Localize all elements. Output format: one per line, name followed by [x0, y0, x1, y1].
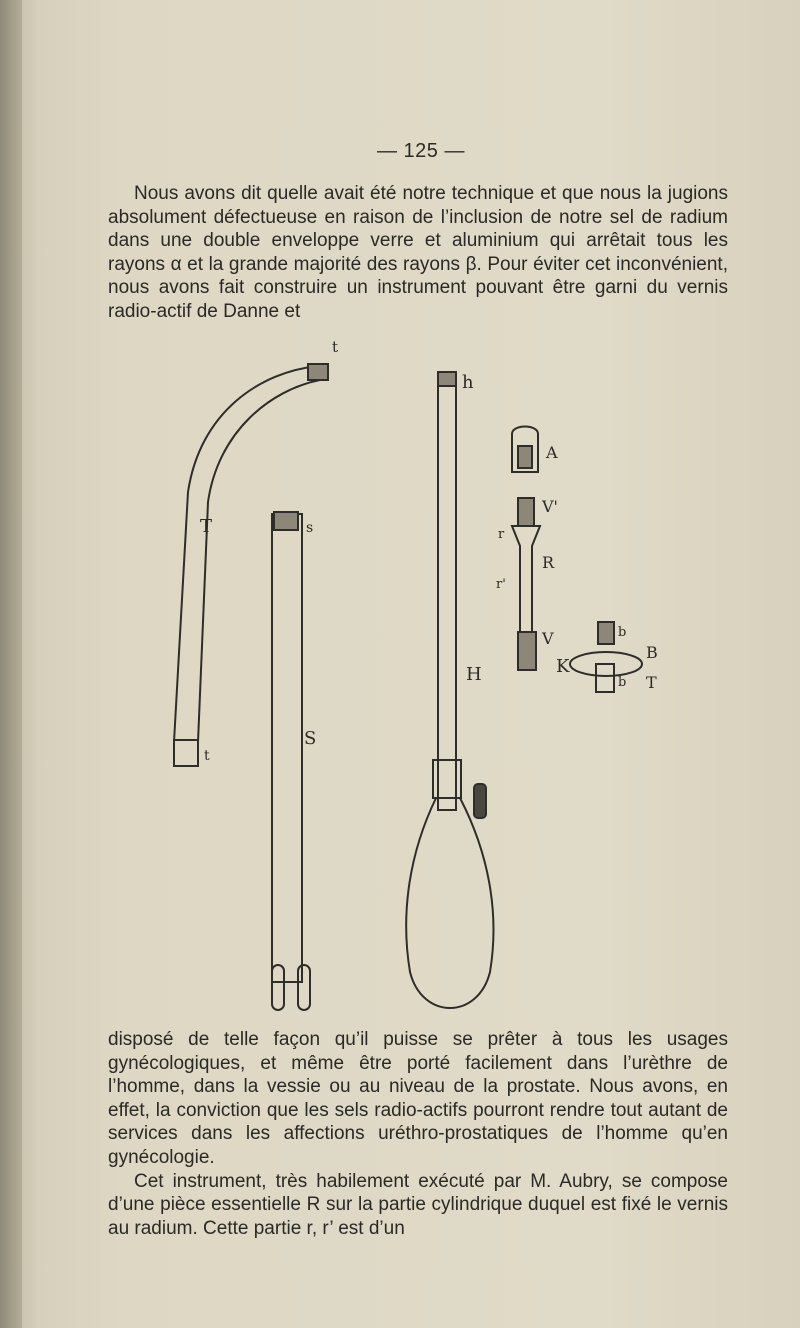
- label-r-prime: r': [496, 577, 506, 592]
- label-H-big: H: [466, 664, 482, 685]
- label-t-top: t: [332, 338, 339, 356]
- label-R: R: [542, 553, 555, 572]
- label-h-small: h: [462, 372, 474, 393]
- label-b-top: b: [618, 625, 627, 640]
- page-number: — 125 —: [377, 140, 465, 162]
- bottom-text-block: [108, 1028, 728, 1240]
- straight-tube-left-ring: [272, 965, 284, 1010]
- straight-tube-right-ring: [298, 965, 310, 1010]
- curved-tube-bottom-cap: [174, 740, 198, 766]
- label-t-bottom: t: [204, 748, 210, 764]
- label-B: B: [646, 643, 658, 662]
- label-r: r: [498, 527, 505, 542]
- instrument-figure: [140, 332, 720, 1022]
- top-text-block: [108, 182, 728, 324]
- straight-tube-top-thread: [274, 512, 298, 530]
- paragraph: Nous avons dit quelle avait été notre technique et que nous la jugions absolument défectueuse en raison de l’inclusion de notre sel de radium dans une double enveloppe verre et aluminium qui arrêtait tous les rayons α et la grande majorité des rayons β. Pour éviter cet inconvénient, nous avons fait construire un instrument pouvant être garni du vernis radio-actif de Danne et: [108, 183, 728, 322]
- handle-rod: [438, 380, 456, 810]
- label-A: A: [546, 443, 558, 462]
- paragraph: Cet instrument, très habilement exécuté par M. Aubry, se compose d’une pièce essentielle R sur la partie cylindrique duquel est fixé le vernis au radium. Cette partie r, r’ est d’un: [108, 1170, 728, 1239]
- handle-bulb: [406, 798, 493, 1008]
- cap-piece-A-thread: [518, 446, 532, 468]
- piece-B-thread: [598, 622, 614, 644]
- label-K: K: [556, 656, 570, 677]
- label-T-curved: T: [200, 516, 213, 537]
- straight-tube-body: [272, 514, 302, 982]
- handle-side-screw: [474, 784, 486, 818]
- label-S-big: S: [304, 728, 317, 749]
- label-V: V: [542, 629, 554, 648]
- instrument-drawing: [140, 332, 720, 1022]
- label-T-small: T: [646, 673, 657, 692]
- paragraph: disposé de telle façon qu’il puisse se prêter à tous les usages gynécologiques, et même être porté facilement dans l’urèthre de l’homme, dans la vessie ou au niveau de la prostate. Nous avons, en effet, la conviction que les sels radio-actifs pourront rendre tout autant de services dans les affections uréthro-prostatiques de l’homme qu’en gynécologie.: [108, 1029, 728, 1168]
- label-s-small: s: [306, 520, 314, 536]
- page-spine-shadow: [0, 0, 22, 1328]
- piece-B-stem: [596, 664, 614, 692]
- handle-rod-top-thread: [438, 372, 456, 386]
- piece-R-top-thread: [518, 498, 534, 526]
- label-V-prime: V': [542, 497, 558, 516]
- piece-R-bottom-thread: [518, 632, 536, 670]
- label-b-bottom: b: [618, 675, 627, 690]
- curved-tube-top-tip: [308, 364, 328, 380]
